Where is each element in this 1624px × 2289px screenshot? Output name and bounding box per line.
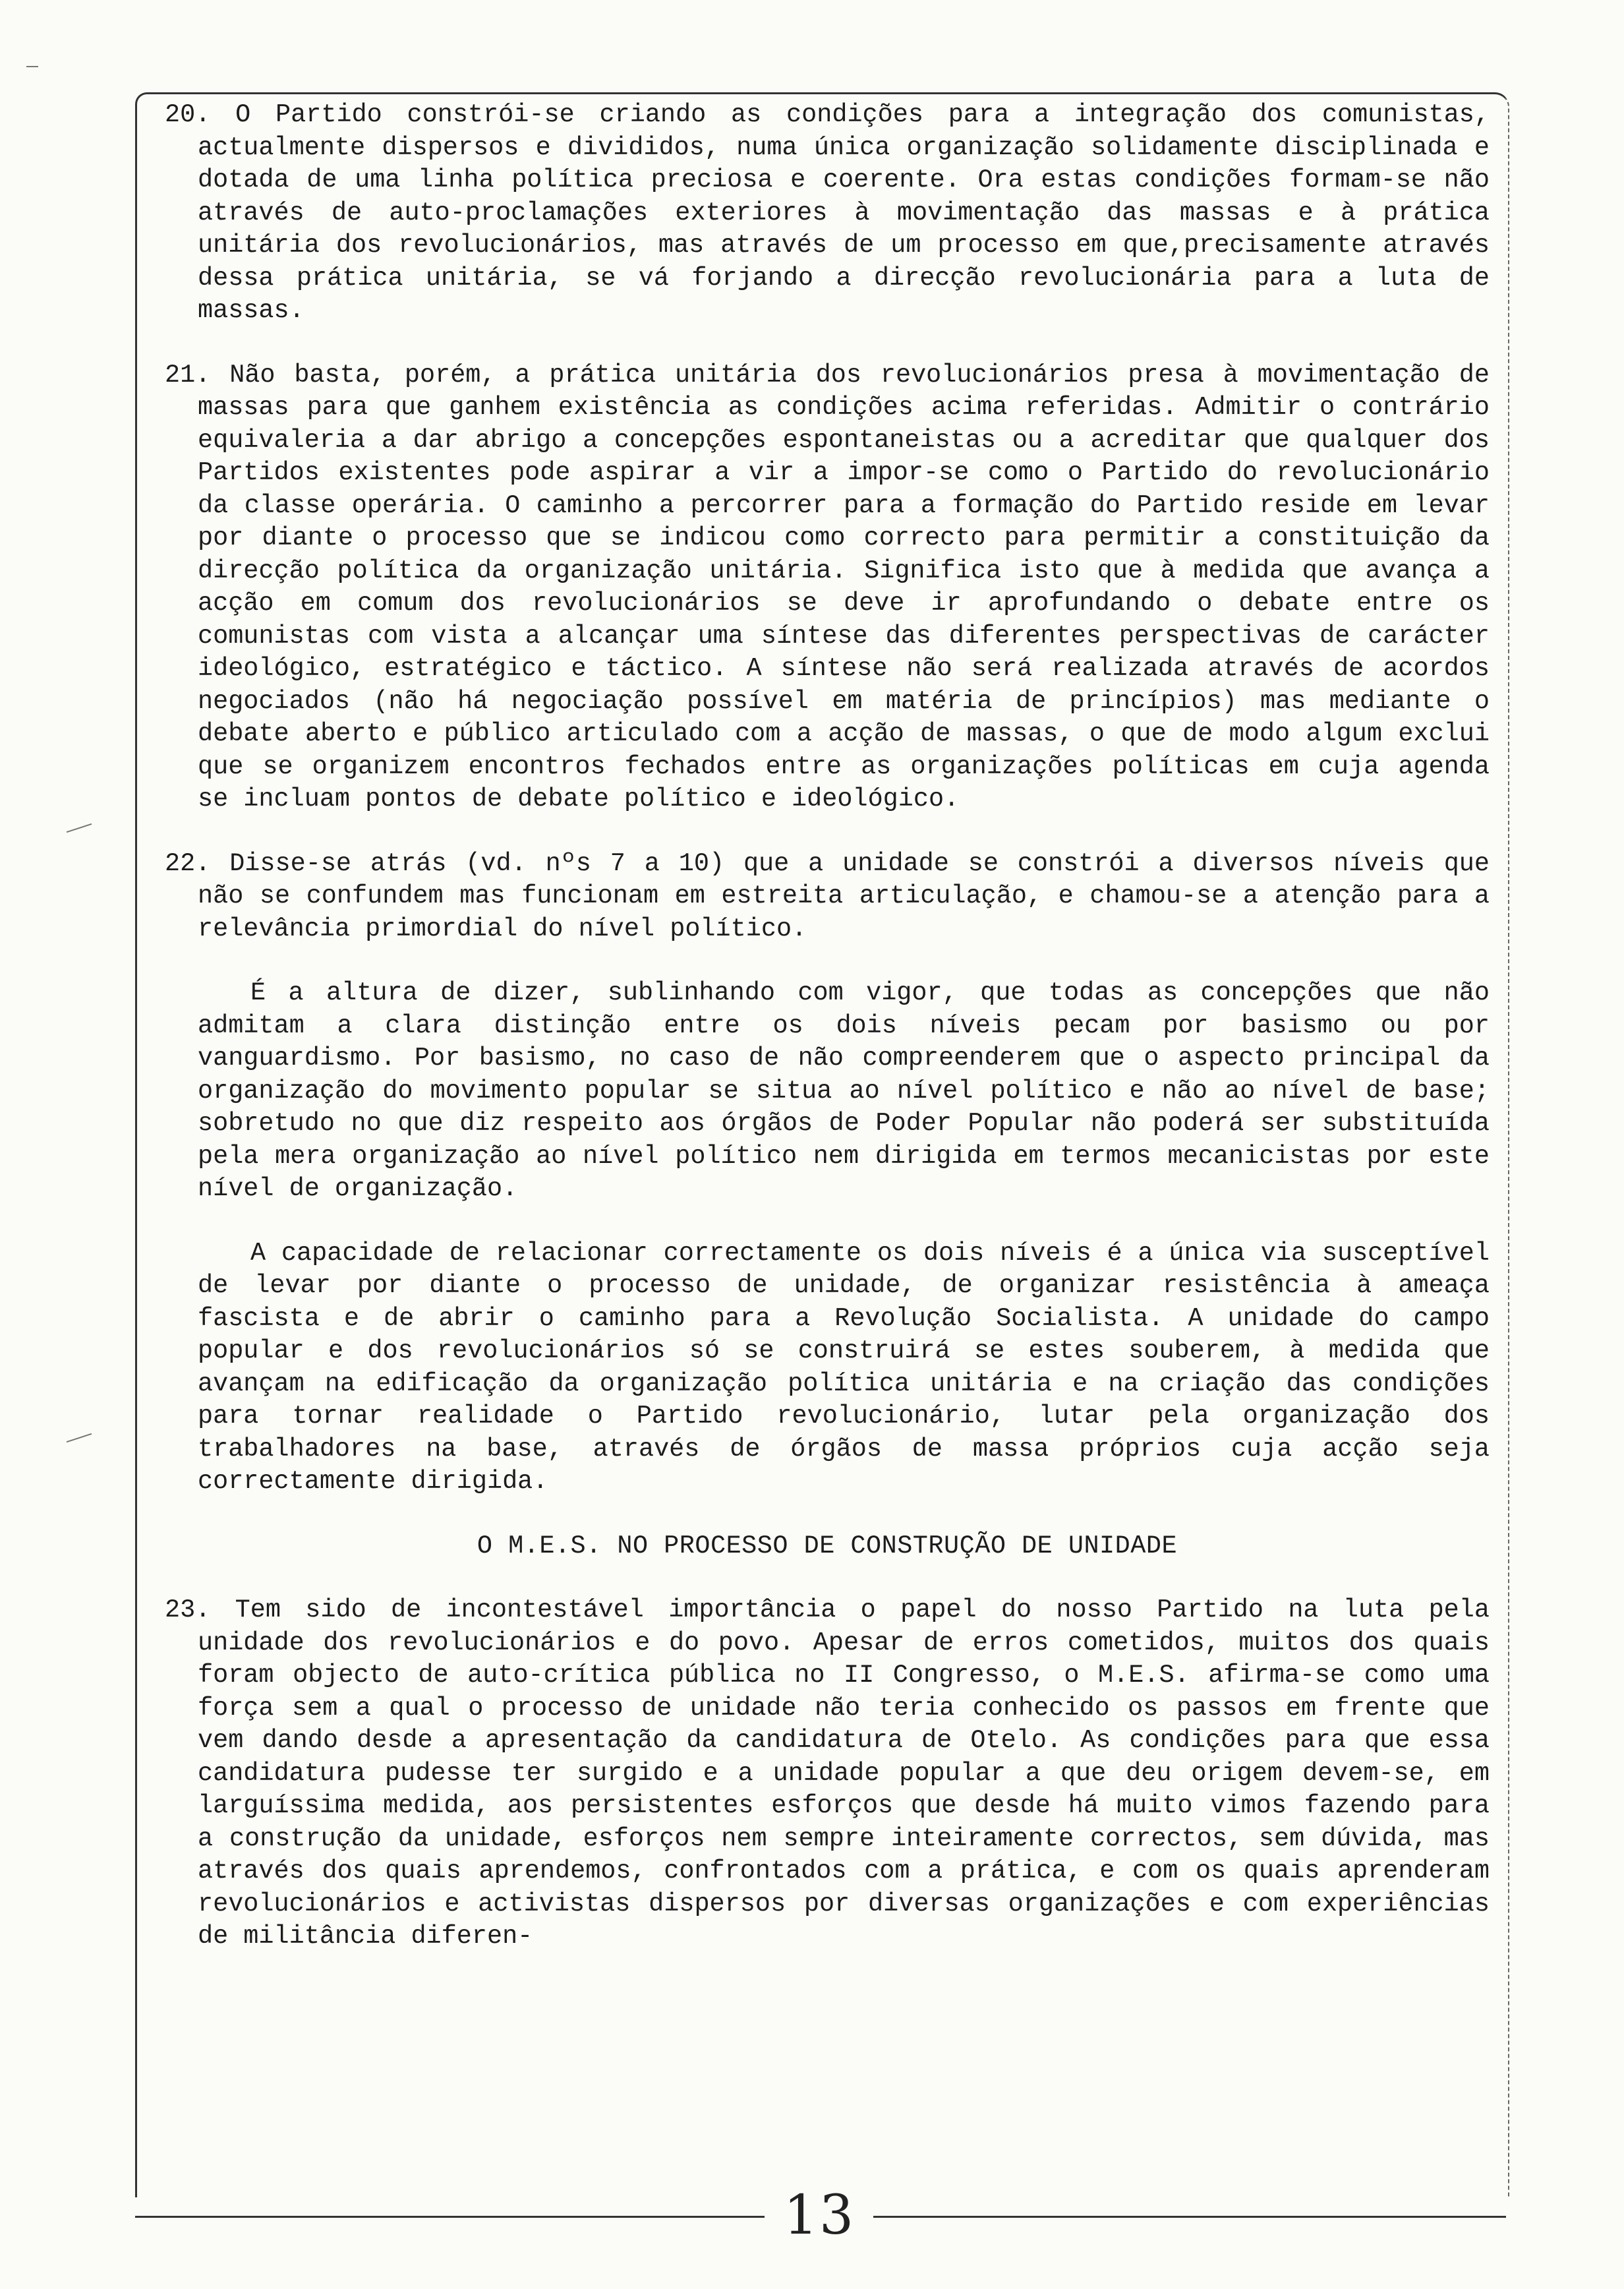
paragraph-22-continued [165,977,1490,1206]
paragraph-22-conclusion [165,1237,1490,1499]
paragraph-text: Tem sido de incontestável importância o papel do nosso Partido na luta pela unidade dos revolucionários e do povo. Apesar de erros cometidos, muitos dos quais foram objecto de auto-crítica pública no II Congresso, o M.E.S. afirma-se como uma força sem a qual o processo de unidade não teria conhecido os passos em frente que vem dando desde a apresentação da candidatura de Otelo. As condições para que essa candidatura pudesse ter surgido e a unidade popular a que deu origem devem-se, em larguíssima medida, aos persistentes esforços que desde há muito vimos fazendo para a construção da unidade, esforços nem sempre inteiramente correctos, sem dúvida, mas através dos quais aprendemos, confrontados com a prática, e com os quais aprenderam revolucionários e activistas dispersos por diversas organizações e com experiências de militância diferen- [198,1595,1490,1951]
paragraph-20 [165,99,1490,328]
footer-line-left [135,2216,765,2218]
footer-rule [135,2184,1506,2247]
footer-line-right [873,2216,1506,2218]
paragraph-number: 22. [165,848,211,878]
paragraph-text: O Partido constrói-se criando as condições para a integração dos comunistas, actualmente dispersos e divididos, numa única organização solidamente disciplinada e dotada de uma linha política preciosa e coerente. Ora estas condições formam-se não através de auto-proclamações exteriores à movimentação das massas e à prática unitária dos revolucionários, mas através de um processo em que,precisamente através dessa prática unitária, se vá forjando a direcção revolucionária para a luta de massas. [198,100,1490,325]
paragraph-22 [165,848,1490,946]
section-heading: O M.E.S. NO PROCESSO DE CONSTRUÇÃO DE UNIDADE [477,1531,1178,1561]
margin-mark [67,823,92,833]
paragraph-23 [165,1594,1490,1953]
margin-mark [26,66,38,67]
margin-mark [67,1433,92,1442]
paragraph-text: Não basta, porém, a prática unitária dos revolucionários presa à movimentação de massas para que ganhem existência as condições acima referidas. Admitir o contrário equivaleria a dar abrigo a concepções espontaneistas ou a acreditar que qualquer dos Partidos existentes pode aspirar a vir a impor-se como o Partido do revolucionário da classe operária. O caminho a percorrer para a formação do Partido reside em levar por diante o processo que se indicou como correcto para permitir a constituição da direcção política da organização unitária. Significa isto que à medida que avança a acção em comum dos revolucionários se deve ir aprofundando o debate entre os comunistas com vista a alcançar uma síntese das diferentes perspectivas de carácter ideológico, estratégico e táctico. A síntese não será realizada através de acordos negociados (não há negociação possível em matéria de princípios) mas mediante o debate aberto e público articulado com a acção de massas, o que de modo algum exclui que se organizem encontros fechados entre as organizações políticas em cuja agenda se incluam pontos de debate político e ideológico. [198,360,1490,814]
paragraph-number: 23. [165,1595,211,1624]
page-number: 13 [783,2184,856,2247]
paragraph-text: Disse-se atrás (vd. nºs 7 a 10) que a unidade se constrói a diversos níveis que não se confundem mas funcionam em estreita articulação, e chamou-se a atenção para a relevância primordial do nível político. [198,848,1490,943]
paragraph-number: 20. [165,100,211,129]
paragraph-text: É a altura de dizer, sublinhando com vigor, que todas as concepções que não admitam a clara distinção entre os dois níveis pecam por basismo ou por vanguardismo. Por basismo, no caso de não compreenderem que o aspecto principal da organização do movimento popular se situa ao nível político e não ao nível de base; sobretudo no que diz respeito aos órgãos de Poder Popular não poderá ser substituída pela mera organização ao nível político nem dirigida em termos mecanicistas por este nível de organização. [198,978,1490,1203]
paragraph-21 [165,359,1490,816]
paragraph-text: A capacidade de relacionar correctamente os dois níveis é a única via susceptível de levar por diante o processo de unidade, de organizar resistência à ameaça fascista e de abrir o caminho para a Revolução Socialista. A unidade do campo popular e dos revolucionários só se construirá se estes souberem, à medida que avançam na edificação da organização política unitária e na criação das condições para tornar realidade o Partido revolucionário, lutar pela organização dos trabalhadores na base, através de órgãos de massa próprios cuja acção seja correctamente dirigida. [198,1238,1490,1496]
document-body [165,99,1490,1985]
paragraph-number: 21. [165,360,211,390]
